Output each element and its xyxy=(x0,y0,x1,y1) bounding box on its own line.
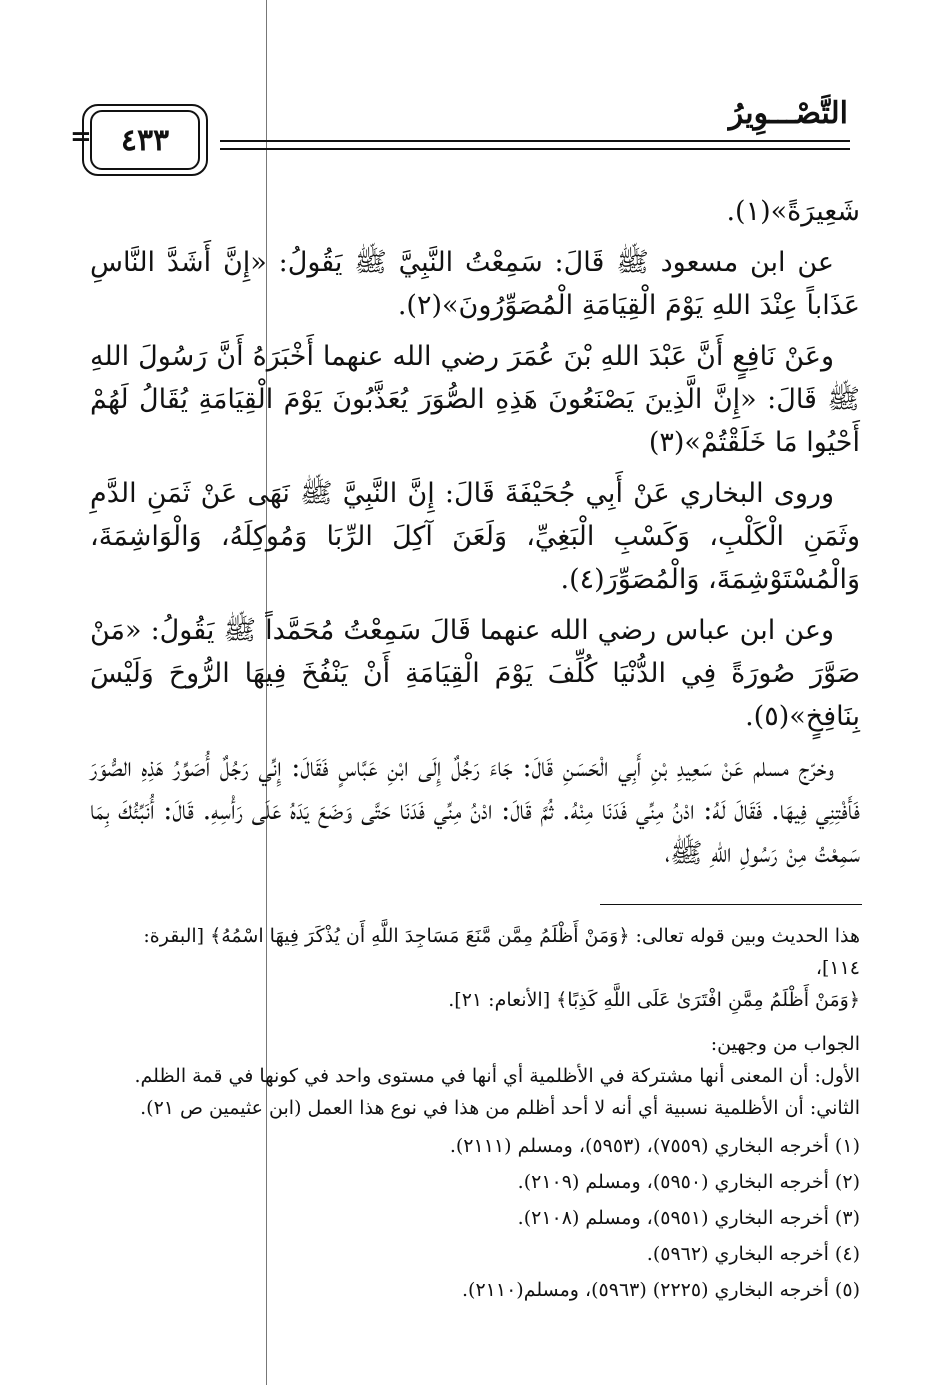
header-double-rule xyxy=(220,140,850,150)
footnote-answer-first: الأول: أن المعنى أنها مشتركة في الأظلمية أي أنها في مستوى واحد في كونها في قمة الظلم. xyxy=(134,1065,860,1087)
page-number: ٤٣٣ xyxy=(90,110,200,170)
header-dash: = xyxy=(70,122,92,152)
footnotes xyxy=(100,920,860,1310)
footnote-quran-line: ﴿وَمَنْ أَظْلَمُ مِمَّنِ افْتَرَىٰ عَلَى اللَّهِ كَذِبًا﴾ [الأنعام: ٢١]. xyxy=(448,989,860,1011)
footnote-answer-second: الثاني: أن الأظلمية نسبية أي أنه لا أحد أظلم من هذا في نوع هذا العمل (ابن عثيمين ص ٢١). xyxy=(140,1097,860,1119)
footnote-item: (٢) أخرجه البخاري (٥٩٥٠)، ومسلم (٢١٠٩). xyxy=(517,1171,860,1193)
footnote-item: (١) أخرجه البخاري (٧٥٥٩)، (٥٩٥٣)، ومسلم (٢١١١). xyxy=(449,1135,860,1157)
footnote-item: (٥) أخرجه البخاري (٢٢٢٥) (٥٩٦٣)، ومسلم(٢١١٠). xyxy=(462,1279,860,1301)
paragraph: وعن ابن عباس رضي الله عنهما قَالَ سَمِعْتُ مُحَمَّداً ﷺ يَقُولُ: «مَنْ صَوَّرَ صُورَةً فِي الدُّنْيَا كُلِّفَ يَوْمَ الْقِيَامَةِ أَنْ يَنْفُخَ فِيهَا الرُّوحَ وَلَيْسَ بِنَافِخٍ»(٥). xyxy=(90,615,860,732)
footnote-list xyxy=(100,1130,860,1306)
paragraph: عن ابن مسعود ﷺ قَالَ: سَمِعْتُ النَّبِيَّ ﷺ يَقُولُ: «إِنَّ أَشَدَّ النَّاسِ عَذَاباً عِنْدَ اللهِ يَوْمَ الْقِيَامَةِ الْمُصَوِّرُونَ»(٢). xyxy=(90,247,860,321)
main-text xyxy=(90,190,860,883)
paragraph: وروى البخاري عَنْ أَبِي جُحَيْفَةَ قَالَ: إِنَّ النَّبِيَّ ﷺ نَهَى عَنْ ثَمَنِ الدَّمِ وثَمَنِ الْكَلْبِ، وَكَسْبِ الْبَغِيِّ، وَلَعَنَ آكِلَ الرِّبَا وَمُوكِلَهُ، وَالْوَاشِمَةَ، وَالْمُسْتَوْشِمَةَ، وَالْمُصَوِّرَ(٤). xyxy=(90,478,860,595)
paragraph: وخرّج مسلم عَنْ سَعِيدِ بْنِ أَبِي الْحَسَنِ قَالَ: جَاءَ رَجُلٌ إِلَى ابْنِ عَبَّاسٍ فَقَالَ: إِنِّي رَجُلٌ أُصَوِّرُ هَذِهِ الصُّوَرَ فَأَفْتِنِي فِيهَا. فَقَالَ لَهُ: ادْنُ مِنِّي فَدَنَا مِنْهُ. ثُمَّ قَالَ: ادْنُ مِنِّي فَدَنَا حَتَّى وَضَعَ يَدَهُ عَلَى رَأْسِهِ. قَالَ: أُنَبِّئُكَ بِمَا سَمِعْتُ مِنْ رَسُولِ اللهِ ﷺ، xyxy=(90,752,860,869)
paragraph: وعَنْ نَافِعٍ أَنَّ عَبْدَ اللهِ بْنَ عُمَرَ رضي الله عنهما أَخْبَرَهُ أَنَّ رَسُولَ اللهِ ﷺ قَالَ: «إِنَّ الَّذِينَ يَصْنَعُونَ هَذِهِ الصُّوَرَ يُعَذَّبُونَ يَوْمَ الْقِيَامَةِ يُقَالُ لَهُمْ أَحْيُوا مَا خَلَقْتُمْ»(٣) xyxy=(90,341,860,458)
footnote-answer-intro: الجواب من وجهين: xyxy=(710,1033,860,1055)
footnote-separator xyxy=(600,904,862,905)
footnote-quran-line: هذا الحديث وبين قوله تعالى: ﴿وَمَنْ أَظْلَمُ مِمَّن مَّنَعَ مَسَاجِدَ اللَّهِ أَن يُذْكَرَ فِيهَا اسْمُهُ﴾ [البقرة: ١١٤]، xyxy=(143,925,860,979)
paragraph: شَعِيرَةً»(١). xyxy=(726,196,860,227)
footnote-item: (٤) أخرجه البخاري (٥٩٦٢). xyxy=(646,1243,860,1265)
footnote-item: (٣) أخرجه البخاري (٥٩٥١)، ومسلم (٢١٠٨). xyxy=(517,1207,860,1229)
page-header xyxy=(70,92,860,172)
running-title: التَّصْـــوِيرُ xyxy=(728,96,848,131)
